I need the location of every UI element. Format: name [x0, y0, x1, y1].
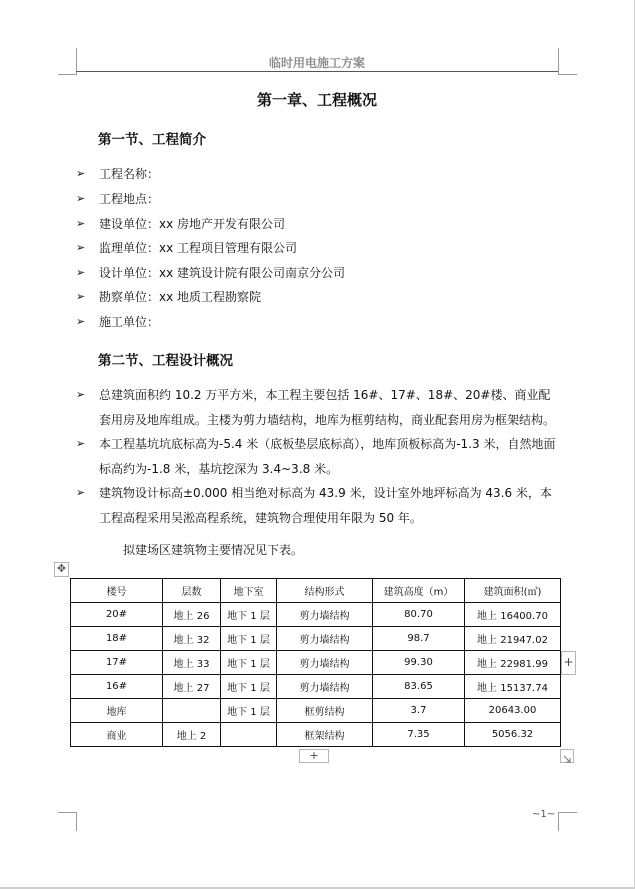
- column-header[interactable]: 建筑面积(㎡): [465, 579, 561, 603]
- paragraph-text: 建筑物设计标高±0.000 相当绝对标高为 43.9 米，设计室外地坪标高为 43.6 米，本工程高程采用吴淞高程系统，建筑物合理使用年限为 50 年。: [99, 486, 552, 525]
- crop-mark-bottom-right: [558, 812, 577, 831]
- page-number: ~1~: [532, 809, 556, 820]
- table-resize-handle-icon[interactable]: [560, 749, 574, 763]
- list-item-text: 工程地点：: [99, 192, 160, 206]
- arrow-bullet-icon: ➢: [76, 217, 86, 230]
- column-header[interactable]: 楼号: [71, 579, 163, 603]
- table-cell[interactable]: 99.30: [373, 651, 465, 675]
- add-column-button[interactable]: +: [561, 651, 576, 675]
- paragraph: [76, 432, 558, 481]
- table-cell[interactable]: 地上 2: [163, 723, 221, 747]
- arrow-bullet-icon: ➢: [76, 437, 86, 450]
- table-cell[interactable]: 地上 26: [163, 603, 221, 627]
- table-cell[interactable]: 3.7: [373, 699, 465, 723]
- table-cell[interactable]: 地库: [71, 699, 163, 723]
- crop-mark-bottom-left: [58, 812, 77, 831]
- paragraph-text: 总建筑面积约 10.2 万平方米，本工程主要包括 16#、17#、18#、20#楼、商业配套用房及地库组成。主楼为剪力墙结构，地库为框剪结构，商业配套用房为框架结构。: [99, 388, 556, 427]
- list-item-text: 工程名称：: [99, 167, 160, 181]
- section-title-intro: 第一节、工程简介: [98, 132, 206, 148]
- page-header-title: 临时用电施工方案: [268, 56, 365, 70]
- table-cell[interactable]: 80.70: [373, 603, 465, 627]
- table-cell[interactable]: [221, 723, 277, 747]
- table-cell[interactable]: 剪力墙结构: [277, 675, 373, 699]
- paragraph: [76, 383, 558, 432]
- column-header[interactable]: 层数: [163, 579, 221, 603]
- arrow-bullet-icon: ➢: [76, 388, 86, 401]
- table-row: [71, 675, 561, 699]
- arrow-bullet-icon: ➢: [76, 266, 86, 279]
- list-item-text: 施工单位：: [99, 315, 160, 329]
- resize-icon: [561, 753, 573, 765]
- crop-mark-top-left: [58, 48, 77, 75]
- crop-mark-top-right: [558, 48, 577, 75]
- table-cell[interactable]: 地下 1 层: [221, 699, 277, 723]
- add-row-button[interactable]: +: [299, 749, 329, 763]
- table-cell[interactable]: 地上 22981.99: [465, 651, 561, 675]
- column-header[interactable]: 结构形式: [277, 579, 373, 603]
- arrow-bullet-icon: ➢: [76, 241, 86, 254]
- column-header[interactable]: 地下室: [221, 579, 277, 603]
- table-cell[interactable]: 地下 1 层: [221, 675, 277, 699]
- table-cell[interactable]: 地上 32: [163, 627, 221, 651]
- arrow-bullet-icon: ➢: [76, 290, 86, 303]
- list-item-text: 监理单位：xx 工程项目管理有限公司: [99, 241, 298, 255]
- table-intro: 拟建场区建筑物主要情况见下表。: [123, 543, 304, 557]
- table-cell[interactable]: 商业: [71, 723, 163, 747]
- table-row: [71, 603, 561, 627]
- list-item-text: 建设单位：xx 房地产开发有限公司: [99, 217, 286, 231]
- table-cell[interactable]: 18#: [71, 627, 163, 651]
- table-cell[interactable]: 地上 16400.70: [465, 603, 561, 627]
- column-header[interactable]: 建筑高度（m）: [373, 579, 465, 603]
- table-row: [71, 723, 561, 747]
- table-cell[interactable]: [163, 699, 221, 723]
- table-cell[interactable]: 20643.00: [465, 699, 561, 723]
- table-cell[interactable]: 地下 1 层: [221, 603, 277, 627]
- table-cell[interactable]: 地上 15137.74: [465, 675, 561, 699]
- table-cell[interactable]: 16#: [71, 675, 163, 699]
- chapter-title: 第一章、工程概况: [256, 91, 377, 109]
- table-cell[interactable]: 地下 1 层: [221, 651, 277, 675]
- table-cell[interactable]: 剪力墙结构: [277, 627, 373, 651]
- table-cell[interactable]: 地下 1 层: [221, 627, 277, 651]
- table-cell[interactable]: 框架结构: [277, 723, 373, 747]
- arrow-bullet-icon: ➢: [76, 486, 86, 499]
- table-row: [71, 627, 561, 651]
- arrow-bullet-icon: ➢: [76, 167, 86, 180]
- table-cell[interactable]: 7.35: [373, 723, 465, 747]
- table-row: [71, 651, 561, 675]
- table-cell[interactable]: 地上 33: [163, 651, 221, 675]
- list-item-text: 勘察单位：xx 地质工程勘察院: [99, 290, 262, 304]
- table-move-handle-icon[interactable]: ✥: [54, 562, 69, 577]
- table-cell[interactable]: 地上 21947.02: [465, 627, 561, 651]
- paragraph-text: 本工程基坑坑底标高为-5.4 米（底板垫层底标高），地库顶板标高为-1.3 米，自然地面标高约为-1.8 米，基坑挖深为 3.4~3.8 米。: [99, 437, 556, 476]
- header-rule: [76, 71, 558, 72]
- arrow-bullet-icon: ➢: [76, 315, 86, 328]
- table-row: [71, 699, 561, 723]
- table-cell[interactable]: 地上 27: [163, 675, 221, 699]
- section-title-design: 第二节、工程设计概况: [98, 353, 233, 369]
- table-cell[interactable]: 框剪结构: [277, 699, 373, 723]
- table-header-row: [71, 579, 561, 603]
- building-table: [70, 578, 561, 747]
- table-cell[interactable]: 5056.32: [465, 723, 561, 747]
- table-cell[interactable]: 剪力墙结构: [277, 651, 373, 675]
- arrow-bullet-icon: ➢: [76, 192, 86, 205]
- table-cell[interactable]: 98.7: [373, 627, 465, 651]
- table-cell[interactable]: 17#: [71, 651, 163, 675]
- list-item-text: 设计单位：xx 建筑设计院有限公司南京分公司: [99, 266, 346, 280]
- table-cell[interactable]: 剪力墙结构: [277, 603, 373, 627]
- table-cell[interactable]: 83.65: [373, 675, 465, 699]
- paragraph: [76, 481, 558, 530]
- table-cell[interactable]: 20#: [71, 603, 163, 627]
